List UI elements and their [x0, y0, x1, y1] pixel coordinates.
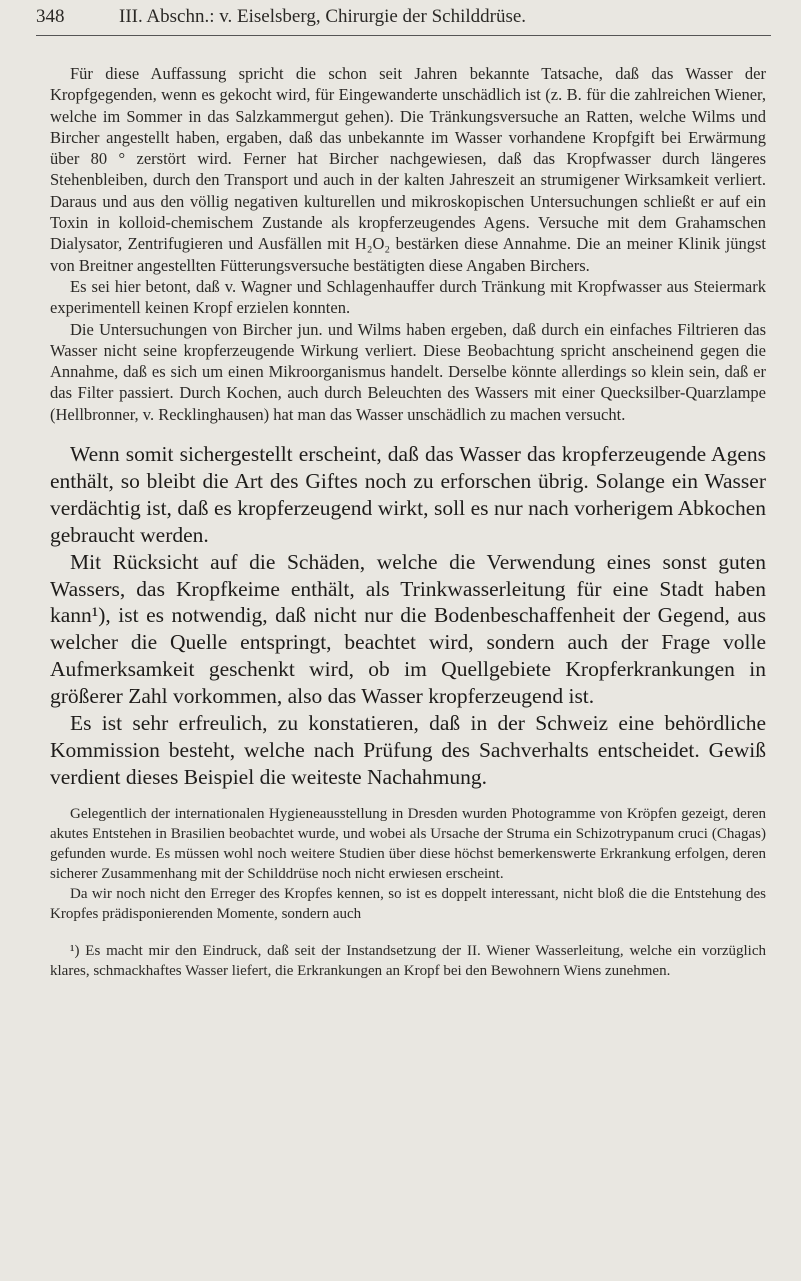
- paragraph-conclusion: Wenn somit sichergestellt erscheint, daß das Wasser das kropferzeugende Agens enthält, so bleibt die Art des Giftes noch zu erforschen übrig. Solange ein Wasser verdächtig ist, daß es kropferzeugend wirkt, soll es nur nach vorherigem Abkochen gebraucht werden.: [50, 442, 766, 547]
- paragraph-trinkwasser: Mit Rücksicht auf die Schäden, welche die Verwendung eines sonst guten Wassers, das Kropfkeime enthält, als Trinkwasserleitung für eine Stadt haben kann¹), ist es notwendig, daß nicht nur die Bodenbeschaffenheit der Gegend, aus welcher die Quelle entspringt, beachtet wird, sondern auch der Frage volle Aufmerksamkeit geschenkt wird, ob im Quellgebiete Kropferkrankungen in größerer Zahl vorkommen, also das Wasser kropferzeugend ist.: [50, 549, 766, 709]
- paragraph-schweiz: Es ist sehr erfreulich, zu konstatieren, daß in der Schweiz eine behördliche Kommission besteht, welche nach Prüfung des Sachverhalts entscheidet. Gewiß verdient dieses Beispiel die weiteste Nachahmung.: [50, 711, 766, 789]
- paragraph-erreger: Da wir noch nicht den Erreger des Kropfes kennen, so ist es doppelt interessant, nicht bloß die die Entstehung des Kropfes prädisponierenden Momente, sondern auch: [50, 885, 766, 922]
- header-rule: [36, 35, 771, 36]
- running-title: III. Abschn.: v. Eiselsberg, Chirurgie der Schilddrüse.: [119, 6, 527, 27]
- paragraph-wagner: Es sei hier betont, daß v. Wagner und Schlagenhauffer durch Tränkung mit Kropfwasser aus Steiermark experimentell keinen Kropf erzielen konnten.: [50, 276, 766, 318]
- paragraph-filtrieren: Die Untersuchungen von Bircher jun. und Wilms haben ergeben, daß durch ein einfaches Filtrieren das Wasser nicht seine kropferzeugende Wirkung verliert. Diese Beobachtung spricht anscheinend gegen die Annahme, daß es sich um einen Mikroorganismus handelt. Derselbe könnte allerdings so klein sein, daß er das Filter passiert. Durch Kochen, auch durch Beleuchten des Wassers mit einer Quecksilber-Quarzlampe (Hellbronner, v. Recklinghausen) hat man das Wasser unschädlich zu machen versucht.: [50, 319, 766, 424]
- page-number: 348: [36, 6, 65, 27]
- running-header: [36, 6, 766, 28]
- page-body: [50, 63, 766, 981]
- paragraph-dresden: Gelegentlich der internationalen Hygieneausstellung in Dresden wurden Photogramme von Kröpfen gezeigt, deren akutes Entstehen in Brasilien beobachtet wurde, und wobei als Ursache der Struma ein Schizotrypanum cruci (Chagas) gefunden wurde. Es müssen wohl noch weitere Studien über diese höchst bemerkenswerte Erkrankung erfolgen, deren sicherer Zusammenhang mit der Schilddrüse noch nicht erwiesen erscheint.: [50, 805, 766, 882]
- footnote: ¹) Es macht mir den Eindruck, daß seit der Instandsetzung der II. Wiener Wasserleitung, welche ein vorzüglich klares, schmackhaftes Wasser liefert, die Erkrankungen an Kropf bei den Bewohnern Wiens zunehmen.: [50, 942, 766, 979]
- paragraph-kropfgift: Für diese Auffassung spricht die schon seit Jahren bekannte Tatsache, daß das Wasser der Kropfgegenden, wenn es gekocht wird, für Eingewanderte unschädlich ist (z. B. für die zahlreichen Wiener, welche im Sommer in das Salzkammergut gehen). Die Tränkungsversuche an Ratten, welche Wilms und Bircher angestellt haben, ergaben, daß das unbekannte im Wasser vorhandene Kropfgift bei Erwärmung über 80 ° zerstört wird. Ferner hat Bircher nachgewiesen, daß das Kropfwasser durch längeres Stehenbleiben, durch den Transport und auch in der kalten Jahreszeit an strumigener Wirksamkeit verliert. Daraus und aus den völlig negativen kulturellen und mikroskopischen Untersuchungen schließt er auf ein Toxin in kolloid-chemischem Zustande als kropferzeugendes Agens. Versuche mit dem Grahamschen Dialysator, Zentrifugieren und Ausfällen mit H₂O₂ bestärken diese Annahme. Die an meiner Klinik jüngst von Breitner angestellten Fütterungsversuche bestätigten diese Angaben Birchers.: [50, 64, 766, 275]
